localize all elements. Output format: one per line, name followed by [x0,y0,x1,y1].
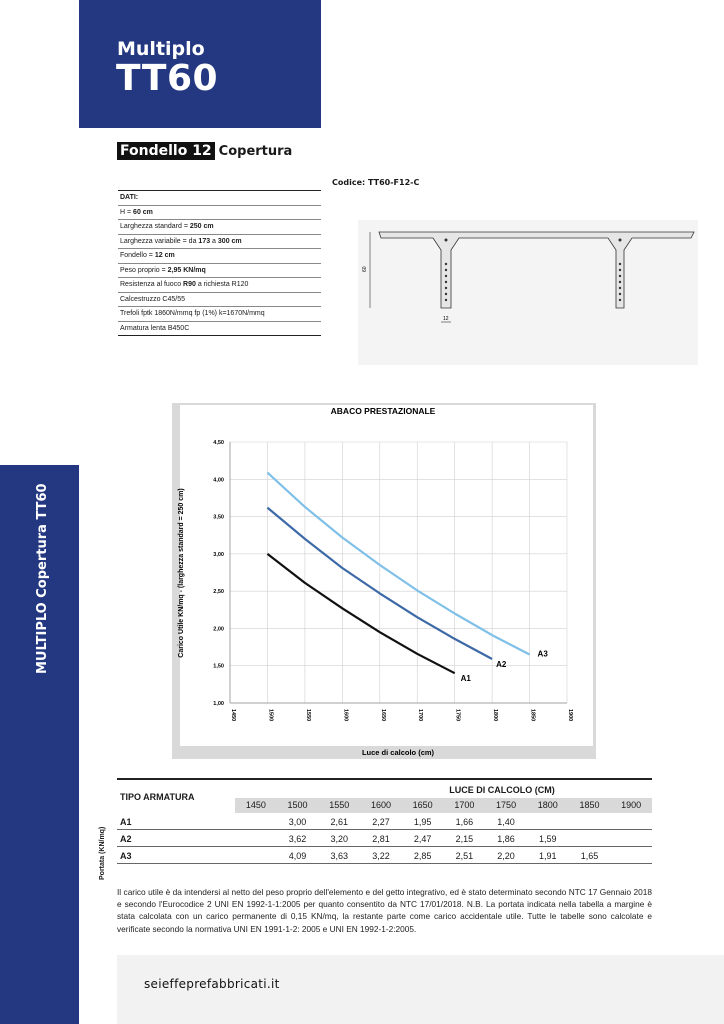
specs-table [118,190,321,336]
subtitle [117,140,292,162]
spec-text: H = [120,208,134,216]
table-cell: 1,86 [497,834,515,844]
table-header-span: LUCE DI CALCOLO (CM) [449,785,555,795]
product-code: Codice: TT60-F12-C [332,178,420,187]
table-cell: 1,65 [580,851,599,861]
y-tick-label: 2,50 [213,589,224,596]
x-axis-label: Luce di calcolo (cm) [361,748,435,757]
table-cell: 1,40 [497,817,515,827]
spec-row [118,264,321,279]
spec-row [118,191,321,206]
spec-text: 2,95 KN/mq [167,266,206,274]
series-line-a3 [267,473,529,655]
table-cell: 2,81 [372,834,390,844]
y-tick-label: 1,00 [213,701,224,707]
performance-chart [172,403,596,759]
website-link[interactable]: seieffeprefabbricati.it [144,977,280,991]
y-tick-label: 3,50 [213,514,224,521]
x-tick-label: 1750 [454,709,461,722]
span-header-cell: 1900 [621,800,642,810]
footnote-text: Il carico utile è da intendersi al netto del peso proprio dell'elemento e del getto integrativo, ed è stato determinato secondo NTC 17 Gennaio 2018 e secondo l'Eurocodice 2 UNI EN 1992-1-1:2005 per quanto consentito da NTC 17/01/2018. N.B. La portata indicata nella tabella a margine è stata calcolata con un carico permanente di 0,15 KN/mq, la restante parte come carico accidentale utile. Tutte le tabelle sono calcolate e verificate secondo la normativa UNI EN 1991-1-2: 2005 e UNI EN 1992-1-2:2005. [117,887,652,934]
x-tick-label: 1900 [567,709,573,722]
y-tick-label: 2,00 [213,626,224,633]
row-label: A3 [120,851,132,861]
span-header-cell: 1500 [287,800,308,810]
spec-text: Armatura lenta B450C [120,324,190,332]
table-row [117,848,652,864]
series-label: A3 [537,649,548,659]
table-cell: 3,20 [330,834,349,844]
table-cell: 2,47 [413,834,432,844]
table-cell [569,814,611,829]
table-cell: 3,62 [288,834,307,844]
model-title: TT60 [116,58,219,99]
spec-row [118,278,321,293]
table-cell: 1,66 [455,817,474,827]
series-label: A1 [460,674,471,684]
span-header-cell: 1550 [329,800,350,810]
spec-text: a [210,237,218,245]
table-cell [610,814,652,829]
table-cell [235,848,277,863]
table-cell: 2,15 [455,834,474,844]
y-tick-label: 4,50 [213,440,224,446]
table-cell: 3,63 [330,851,349,861]
span-header-cell: 1800 [537,800,558,810]
table-header-type: TIPO ARMATURA [120,792,195,802]
table-row [117,814,652,830]
spec-text: a richiesta R120 [195,281,249,288]
table-cell: 1,59 [539,834,557,844]
table-span-header-row [235,798,652,813]
series-label: A2 [496,660,507,670]
table-cell: 1,95 [413,817,432,827]
spec-text: Larghezza variabile = da [120,237,199,245]
span-header-cell: 1850 [579,800,600,810]
table-cell: 2,51 [455,851,474,861]
x-tick-label: 1700 [417,709,424,722]
spec-row [118,220,321,235]
table-cell [527,814,569,829]
spec-row [118,322,321,337]
y-axis-label: Carico Utile KN/mq - (larghezza standard = 250 cm) [178,488,185,658]
table-cell: 2,85 [413,851,432,861]
spec-row [118,206,321,221]
header-block [79,0,321,128]
subtitle-rest: Copertura [218,143,293,159]
chart-title: ABACO PRESTAZIONALE [330,406,436,416]
x-tick-label: 1650 [379,709,386,722]
x-tick-label: 1850 [529,709,536,722]
spec-row [118,307,321,322]
table-cell: 3,22 [372,851,390,861]
table-cell [235,814,277,829]
span-header-cell: 1600 [370,800,391,810]
spec-text: 173 [198,237,211,245]
spec-text: Trefoli fptk 1860N/mmq fp (1%) k=1670N/mmq [120,310,265,317]
series-line-a1 [267,554,454,673]
x-tick-label: 1600 [342,709,349,722]
spec-text: Calcestruzzo C45/55 [120,295,185,303]
spec-text: DATI: [120,194,139,201]
x-tick-label: 1550 [304,709,311,722]
table-cell [610,831,652,846]
spec-row [118,249,321,264]
span-header-cell: 1450 [245,800,266,810]
spec-row [118,235,321,250]
spec-text: 60 cm [133,208,153,216]
table-row [117,831,652,847]
spec-text: Peso proprio = [120,266,168,274]
spec-text: Fondello = [120,252,155,259]
table-top-rule [117,778,652,780]
table-cell: 1,91 [539,851,557,861]
row-label: A2 [120,834,132,844]
section-bottom-label: 12 [443,316,449,322]
span-header-cell: 1700 [454,800,475,810]
spec-row [118,293,321,308]
table-cell: 2,61 [330,817,349,827]
spec-text: Larghezza standard = [120,223,190,230]
spec-text: 250 cm [189,223,214,230]
cross-section-drawing [358,220,698,365]
table-cell [610,848,652,863]
x-tick-label: 1500 [267,709,274,722]
brand-title: Multiplo [117,38,205,60]
portata-side-label: Portata (KN/mq) [99,826,106,880]
table-cell [235,831,277,846]
table-cell [569,831,611,846]
table-cell: 3,00 [288,817,307,827]
spec-text: Resistenza al fuoco [120,281,184,288]
table-cell: 2,27 [372,817,390,827]
span-header-cell: 1650 [412,800,433,810]
section-height-label: 60 [362,266,368,272]
span-header-cell: 1750 [496,800,517,810]
x-tick-label: 1450 [230,709,236,722]
y-tick-label: 4,00 [213,477,224,484]
subtitle-highlight: Fondello 12 [117,142,215,160]
spec-text: 300 cm [217,237,242,245]
row-label: A1 [120,817,132,827]
spec-text: R90 [183,281,196,288]
side-band-label: MULTIPLO Copertura TT60 [35,483,50,674]
spec-text: 12 cm [154,252,175,259]
x-tick-label: 1800 [492,709,499,722]
table-cell: 2,20 [497,851,515,861]
footer-band [117,955,724,1024]
table-cell: 4,09 [288,851,307,861]
y-tick-label: 1,50 [213,663,224,670]
y-tick-label: 3,00 [213,551,224,558]
